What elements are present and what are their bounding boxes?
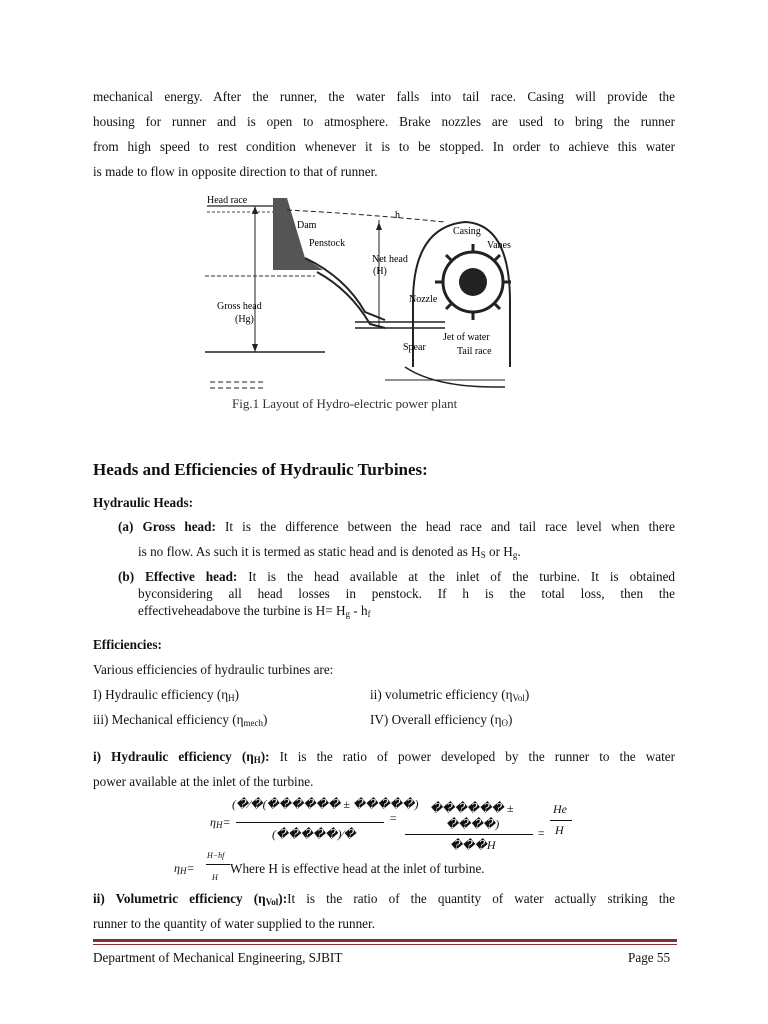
figure-caption: Fig.1 Layout of Hydro-electric power plant	[232, 396, 458, 411]
label-h: h	[395, 210, 400, 221]
intro-line: from high speed to rest condition whenever it is to be stopped. In order to achieve this water	[93, 139, 675, 154]
eq-frac1-den: (�����)⁄�	[272, 827, 356, 841]
hydraulic-eff-line1: i) Hydraulic efficiency $(\eta_H)$: It is the ratio of power developed by the runner to the water	[93, 749, 675, 765]
gross-head-text: It is the difference between the head race and tail race level when there	[215, 519, 675, 534]
eq-small-den: H	[212, 873, 218, 882]
gross-head-term: Gross head:	[142, 519, 216, 534]
footer-rule	[93, 939, 677, 942]
eff-item-mechanical: iii) Mechanical efficiency $(\eta_{mech})$	[93, 712, 268, 728]
volumetric-eff-line1: ii) Volumetric efficiency $(\eta_{Vol}):It$ is the ratio of the quantity of water actually striking the	[93, 891, 675, 907]
eq-frac1-line	[236, 822, 384, 823]
label-gross-head-sym: (Hg)	[235, 314, 254, 325]
label-gross-head: Gross head	[217, 301, 262, 312]
label-dam: Dam	[297, 220, 317, 231]
label-penstock: Penstock	[309, 238, 346, 249]
hydraulic-heads-title: Hydraulic Heads:	[93, 495, 194, 510]
eff-item-overall: IV) Overall efficiency $(\eta_O)$	[370, 712, 513, 728]
eq-small-line	[206, 864, 230, 865]
volumetric-eff-line2: runner to the quantity of water supplied to the runner.	[93, 916, 375, 931]
gross-head-line2: is no flow. As such it is termed as static head and is denoted as $H_S$ or $H_g$.	[138, 544, 521, 560]
footer-department: Department of Mechanical Engineering, SJBIT	[93, 950, 343, 965]
effective-head-text: It is the head available at the inlet of the turbine. It is obtained	[237, 569, 676, 584]
effective-head-label: (b)	[118, 569, 135, 584]
eq-frac3-num: He	[553, 802, 567, 816]
efficiencies-intro: Various efficiencies of hydraulic turbines are:	[93, 662, 334, 677]
effective-head-term: Effective head:	[145, 569, 238, 584]
eq-sign-2: =	[389, 811, 398, 825]
eq-frac2-num2: ����)	[446, 817, 500, 831]
label-jet-of-water: Jet of water	[443, 332, 490, 343]
eq-eta: $\eta_H=$	[210, 815, 231, 830]
eq-frac3-line	[550, 820, 572, 821]
label-tail-race: Tail race	[457, 346, 492, 357]
hydraulic-eff-line2: power available at the inlet of the turbine.	[93, 774, 314, 789]
label-casing: Casing	[453, 226, 481, 237]
effective-head-line3: effectiveheadabove the turbine is $H= H_g - h_f$	[138, 603, 371, 619]
effective-head-item	[118, 569, 675, 585]
hydro-plant-diagram	[205, 192, 511, 414]
section-heading: Heads and Efficiencies of Hydraulic Turbines:	[93, 460, 428, 479]
label-head-race: Head race	[207, 195, 248, 206]
efficiencies-title: Efficiencies:	[93, 637, 162, 652]
eq-sign-3: =	[537, 826, 546, 840]
label-vanes: Vanes	[487, 240, 511, 251]
eq-frac2-line	[405, 834, 533, 835]
eq-frac2-den: ���H	[450, 838, 496, 852]
label-nozzle: Nozzle	[409, 294, 438, 305]
hydro-plant-figure	[205, 192, 511, 414]
intro-line: is made to flow in opposite direction to that of runner.	[93, 164, 378, 179]
label-spear: Spear	[403, 342, 426, 353]
footer-rule-thin	[93, 944, 677, 945]
eff-item-volumetric: ii) volumetric efficiency $(\eta_{Vol})$	[370, 687, 530, 703]
gross-head-label: (a)	[118, 519, 134, 534]
label-net-head-sym: (H)	[373, 266, 387, 277]
intro-line: mechanical energy. After the runner, the water falls into tail race. Casing will provide the	[93, 89, 675, 104]
label-net-head: Net head	[372, 254, 408, 265]
eq-small-num: H−hf	[207, 851, 225, 860]
where-text: Where H is effective head at the inlet of turbine.	[230, 861, 485, 876]
gross-head-item	[118, 519, 675, 535]
footer-page-number: Page 55	[628, 950, 671, 965]
effective-head-line2: byconsidering all head losses in penstock. If h is the total loss, then the	[138, 586, 675, 601]
eq-eta-small: $\eta_H=$	[174, 861, 195, 876]
eq-frac3-den: H	[555, 823, 564, 837]
eq-frac1-num: (�⁄�(������ ± �����)	[232, 797, 419, 811]
intro-paragraph	[93, 84, 675, 184]
eq-frac2-num: ������ ±	[430, 801, 514, 815]
eff-item-hydraulic: I) Hydraulic efficiency $(\eta_H)$	[93, 687, 240, 703]
intro-line: housing for runner and is open to atmosphere. Brake nozzles are used to bring the runner	[93, 114, 675, 129]
